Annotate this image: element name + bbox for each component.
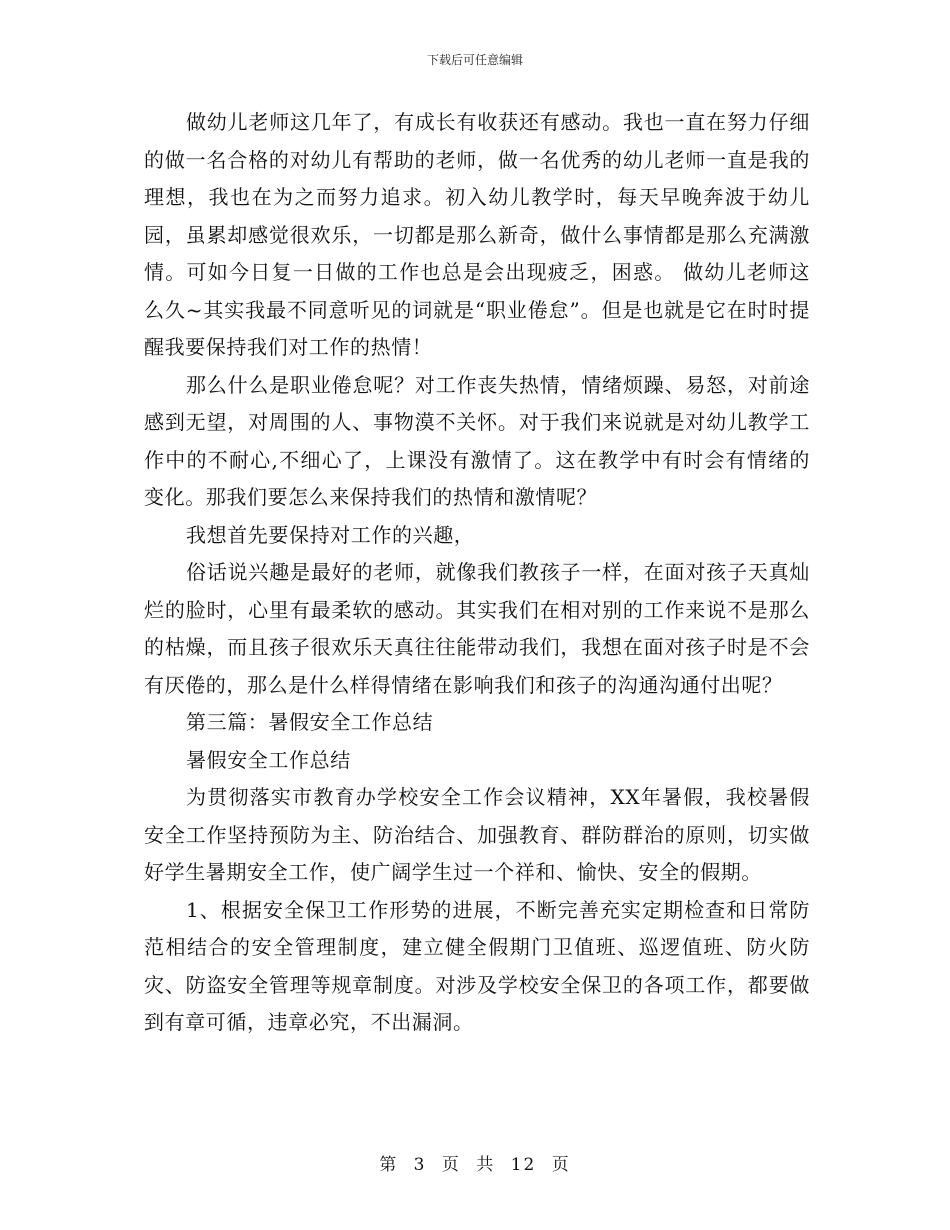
paragraph-6: 1、根据安全保卫工作形势的进展，不断完善充实定期检查和日常防范相结合的安全管理制度，建立健全假期门卫值班、巡逻值班、防火防灾、防盗安全管理等规章制度。对涉及学校安全保卫的各项工作，都要做到有章可循，违章必究，不出漏洞。 — [144, 897, 810, 1034]
footer-prefix: 第 — [379, 1155, 399, 1175]
paragraph-4: 俗话说兴趣是最好的老师，就像我们教孩子一样，在面对孩子天真灿烂的脸时，心里有最柔软的感动。其实我们在相对别的工作来说不是那么的枯燥，而且孩子很欢乐天真往往能带动我们，我想在面对孩子时是不会有厌倦的，那么是什么样得情绪在影响我们和孩子的沟通沟通付出呢？ — [144, 560, 810, 697]
paragraph-5: 为贯彻落实市教育办学校安全工作会议精神，XX年暑假，我校暑假安全工作坚持预防为主、防治结合、加强教育、群防群治的原则，切实做好学生暑期安全工作，使广阔学生过一个祥和、愉快、安全的假期。 — [144, 785, 810, 884]
paragraph-3: 我想首先要保持对工作的兴趣， — [186, 522, 475, 547]
header-note: 下载后可任意编辑 — [426, 53, 523, 67]
section-heading: 第三篇：暑假安全工作总结 — [186, 710, 434, 734]
page-footer — [0, 1154, 950, 1176]
footer-total-word: 共 — [476, 1155, 496, 1175]
body-text — [144, 104, 810, 1042]
footer-total-pages: 12 — [510, 1155, 537, 1175]
footer-suffix: 页 — [551, 1155, 571, 1175]
footer-page-word: 页 — [441, 1155, 461, 1175]
paragraph-2: 那么什么是职业倦怠呢？对工作丧失热情，情绪烦躁、易怒，对前途感到无望，对周围的人、事物漠不关怀。对于我们来说就是对幼儿教学工作中的不耐心,不细心了，上课没有激情了。这在教学中有时会有情绪的变化。那我们要怎么来保持我们的热情和激情呢？ — [144, 372, 810, 509]
section-title: 暑假安全工作总结 — [186, 747, 351, 772]
paragraph-1: 做幼儿老师这几年了，有成长有收获还有感动。我也一直在努力仔细的做一名合格的对幼儿有帮助的老师，做一名优秀的幼儿老师一直是我的理想，我也在为之而努力追求。初入幼儿教学时，每天早晚奔波于幼儿园，虽累却感觉很欢乐，一切都是那么新奇，做什么事情都是那么充满激情。可如今日复一日做的工作也总是会出现疲乏，困惑。 做幼儿老师这么久~其实我最不同意听见的词就是“职业倦怠”。但是也就是它在时时提醒我要保持我们对工作的热情！ — [144, 110, 810, 359]
footer-current-page: 3 — [413, 1155, 427, 1175]
